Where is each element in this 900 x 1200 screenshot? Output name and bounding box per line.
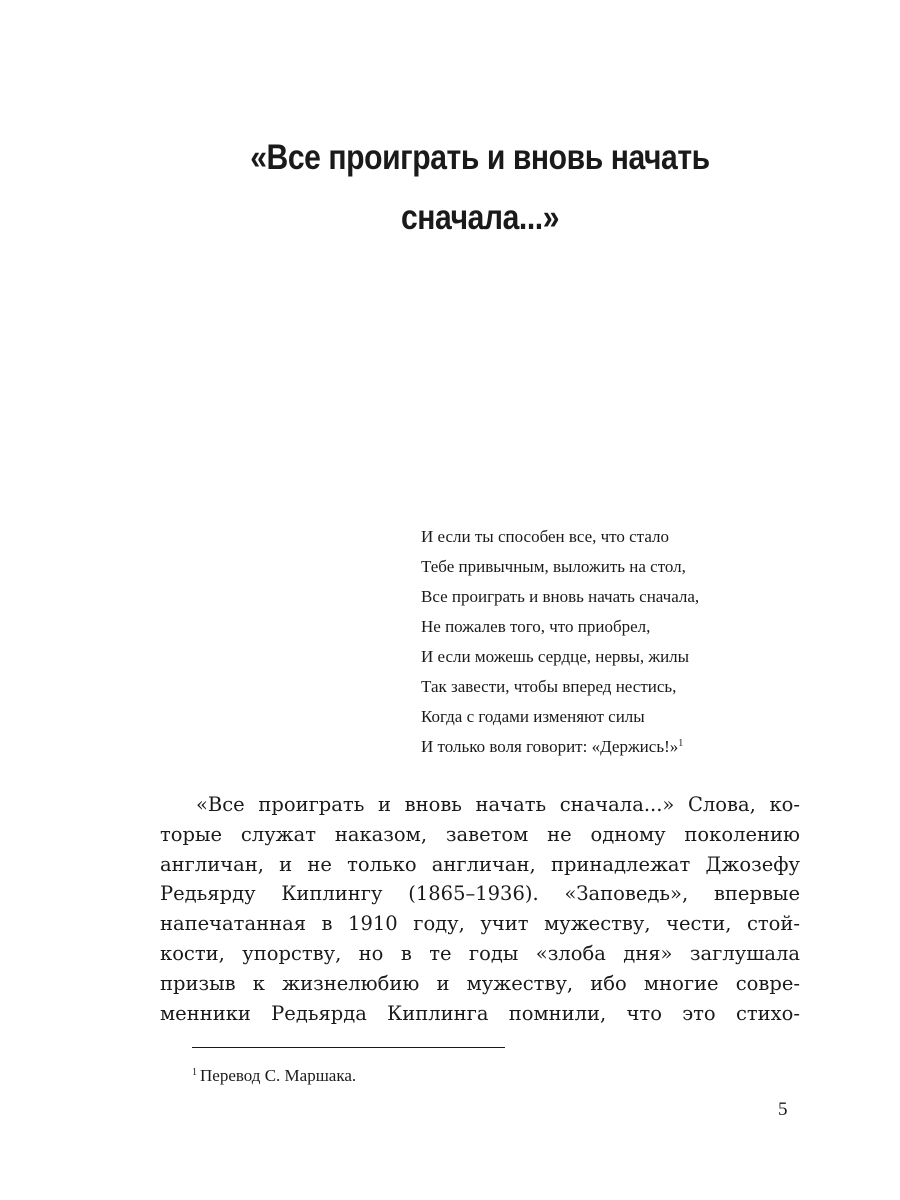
body-line: торые служат наказом, заветом не одному поколению — [160, 822, 800, 846]
epigraph-line: Не пожалев того, что приобрел, — [421, 617, 651, 636]
footnote-divider — [192, 1047, 505, 1048]
chapter-title-line-1: «Все проиграть и вновь начать — [250, 138, 710, 177]
epigraph — [421, 522, 861, 762]
footnote-marker: 1 — [192, 1067, 197, 1078]
body-line: кости, упорству, но в те годы «злоба дня» заглушала — [160, 941, 800, 965]
body-line: менники Редьярда Киплинга помнили, что это стихо- — [160, 1001, 800, 1025]
epigraph-line: И если можешь сердце, нервы, жилы — [421, 647, 690, 666]
epigraph-line: Так завести, чтобы вперед нестись, — [421, 677, 677, 696]
body-paragraph — [160, 790, 800, 1028]
chapter-title-line-2: сначала...» — [400, 198, 560, 237]
body-line: Редьярду Киплингу (1865–1936). «Заповедь», впервые — [160, 882, 800, 906]
page-number: 5 — [778, 1099, 788, 1120]
chapter-title — [205, 128, 755, 248]
epigraph-line: Тебе привычным, выложить на стол, — [421, 557, 686, 576]
epigraph-line-last — [421, 732, 861, 762]
epigraph-line: И если ты способен все, что стало — [421, 527, 669, 546]
epigraph-line-text: И только воля говорит: «Держись!» — [421, 737, 679, 756]
body-line: призыв к жизнелюбию и мужеству, ибо многие совре- — [160, 971, 800, 995]
body-line: англичан, и не только англичан, принадлежат Джозефу — [160, 852, 800, 876]
footnote-text: Перевод С. Маршака. — [200, 1066, 357, 1085]
footnote-reference[interactable]: 1 — [678, 738, 684, 749]
footnote — [192, 1060, 356, 1089]
body-line: «Все проиграть и вновь начать сначала...» Слова, ко- — [196, 793, 800, 816]
epigraph-line: Все проиграть и вновь начать сначала, — [421, 587, 700, 606]
epigraph-line: Когда с годами изменяют силы — [421, 707, 645, 726]
body-line: напечатанная в 1910 году, учит мужеству, чести, стой- — [160, 912, 800, 936]
